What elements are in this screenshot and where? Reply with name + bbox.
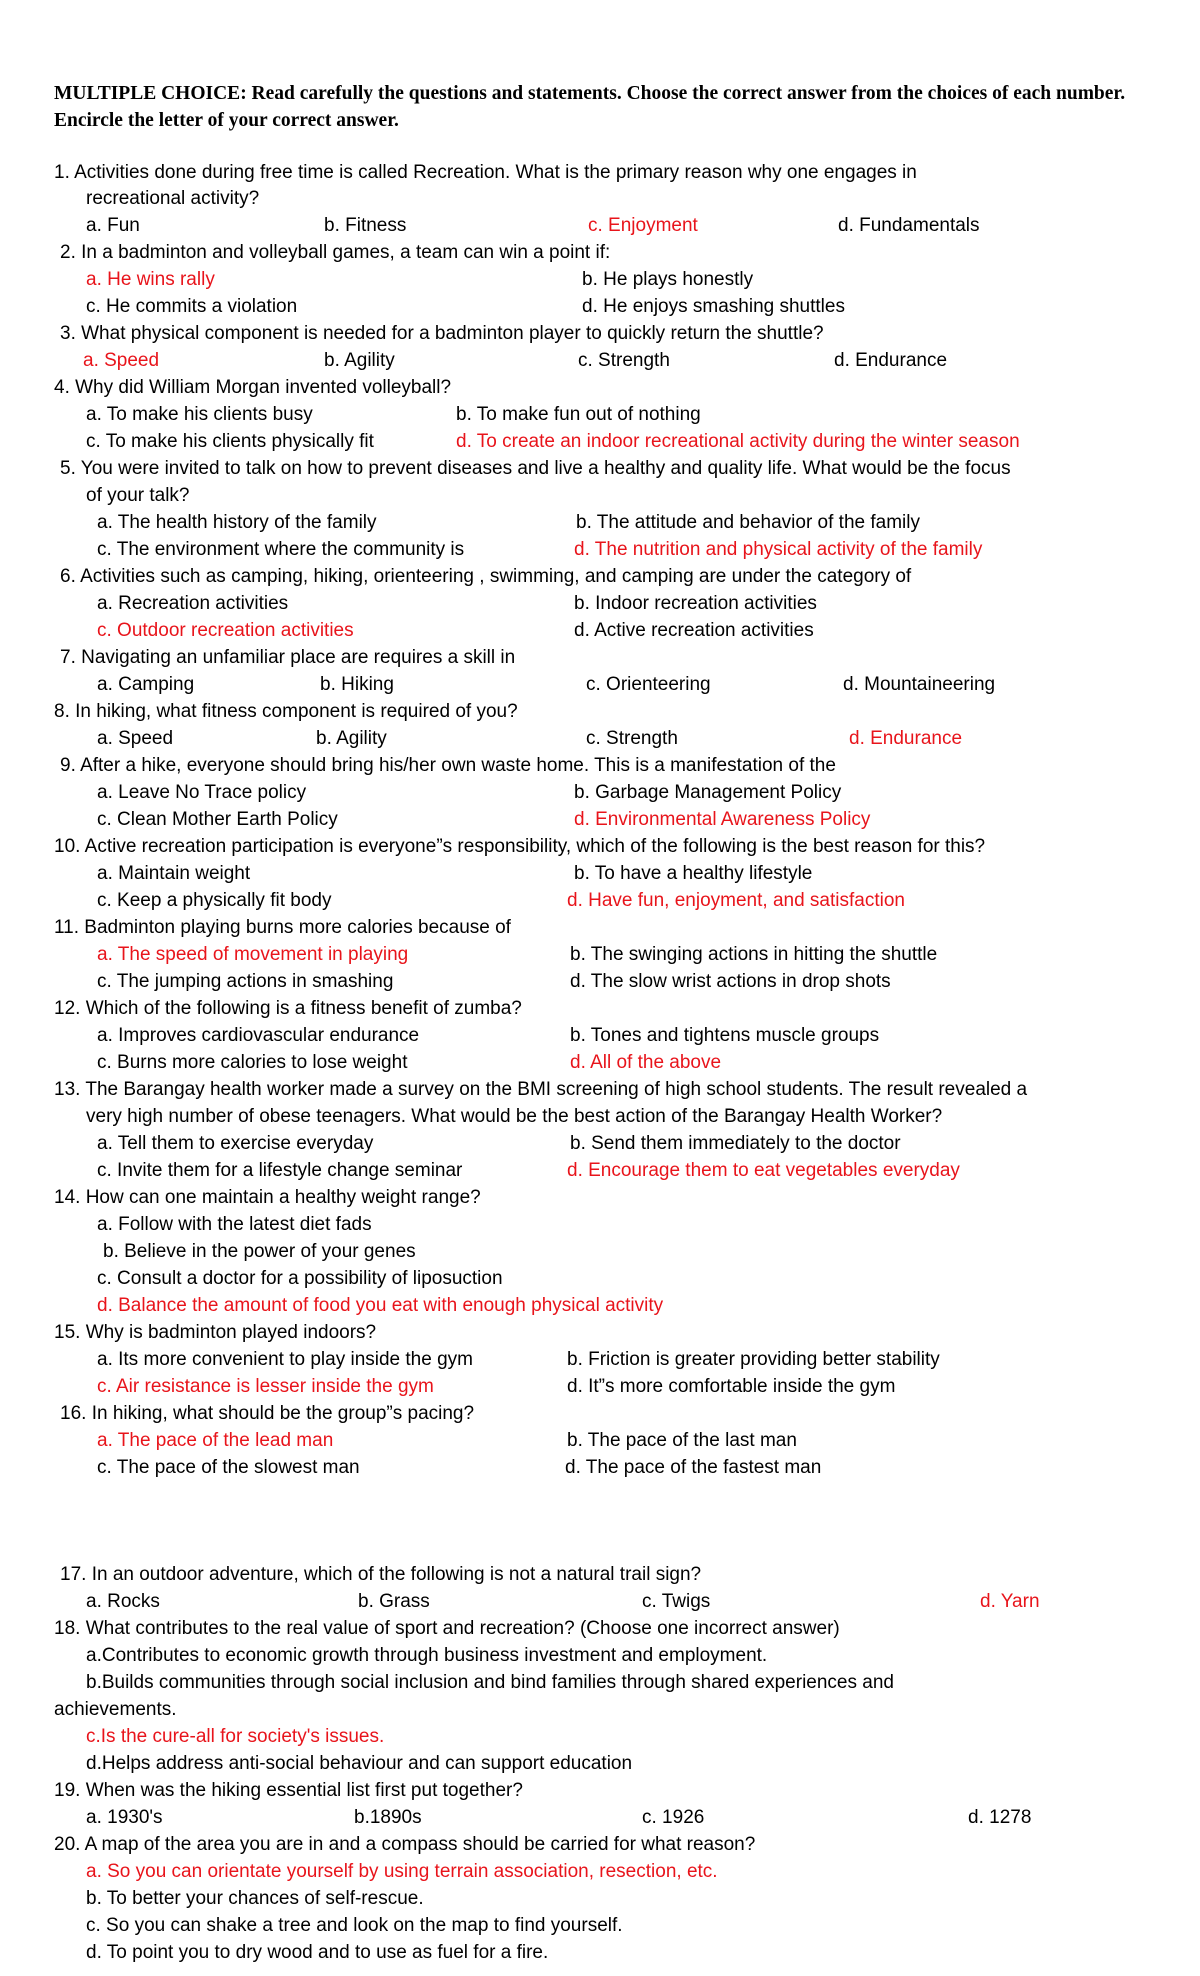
question-text: 7. Navigating an unfamiliar place are requires a skill in	[60, 647, 516, 668]
choice-b[interactable]: b. Friction is greater providing better stability	[567, 1349, 940, 1370]
choice-b[interactable]: b. Indoor recreation activities	[574, 593, 817, 614]
question-text: 12. Which of the following is a fitness benefit of zumba?	[54, 998, 522, 1019]
choice-c[interactable]: c. Invite them for a lifestyle change seminar	[97, 1160, 463, 1181]
choice-d-correct[interactable]: d. All of the above	[570, 1052, 722, 1073]
choice-a[interactable]: a. Improves cardiovascular endurance	[97, 1025, 420, 1046]
choice-c-correct[interactable]: c. Air resistance is lesser inside the gym	[97, 1376, 434, 1397]
choice-a[interactable]: a. Speed	[97, 728, 174, 749]
choice-c[interactable]: c. Clean Mother Earth Policy	[97, 809, 338, 830]
question-text: 3. What physical component is needed for a badminton player to quickly return the shuttle?	[60, 323, 824, 344]
choice-b[interactable]: b.Builds communities through social inclusion and bind families through shared experiences and	[86, 1672, 894, 1693]
choice-d[interactable]: d. Mountaineering	[843, 674, 996, 695]
choice-d-correct[interactable]: d. To create an indoor recreational activity during the winter season	[456, 431, 1020, 452]
question-text: very high number of obese teenagers. What would be the best action of the Barangay Health Worker?	[86, 1106, 943, 1127]
question-text: of your talk?	[86, 485, 190, 506]
choice-b[interactable]: b. Tones and tightens muscle groups	[570, 1025, 880, 1046]
question-text: 6. Activities such as camping, hiking, orienteering , swimming, and camping are under the category of	[60, 566, 912, 587]
choice-b[interactable]: b. He plays honestly	[582, 269, 754, 290]
choice-b[interactable]: b. The attitude and behavior of the family	[576, 512, 920, 533]
choice-d[interactable]: d. Endurance	[834, 350, 948, 371]
choice-d[interactable]: d.Helps address anti-social behaviour and can support education	[86, 1753, 633, 1774]
question-text: 14. How can one maintain a healthy weight range?	[54, 1187, 481, 1208]
choice-a[interactable]: a. Rocks	[86, 1591, 160, 1612]
choice-c[interactable]: c. Consult a doctor for a possibility of liposuction	[97, 1268, 503, 1289]
choice-d-correct[interactable]: d. Endurance	[849, 728, 963, 749]
question-text: recreational activity?	[86, 188, 260, 209]
question-text: 15. Why is badminton played indoors?	[54, 1322, 377, 1343]
question-text: 16. In hiking, what should be the group”s pacing?	[60, 1403, 475, 1424]
choice-d[interactable]: d. Active recreation activities	[574, 620, 814, 641]
choice-b[interactable]: b. To better your chances of self-rescue.	[86, 1888, 424, 1909]
choice-a[interactable]: a. Follow with the latest diet fads	[97, 1214, 372, 1235]
choice-d[interactable]: d. To point you to dry wood and to use as fuel for a fire.	[86, 1942, 549, 1963]
choice-b[interactable]: b. To make fun out of nothing	[456, 404, 701, 425]
question-text: 18. What contributes to the real value of sport and recreation? (Choose one incorrect answer)	[54, 1618, 840, 1639]
choice-c-correct[interactable]: c. Enjoyment	[588, 215, 698, 236]
choice-a-correct[interactable]: a. He wins rally	[86, 269, 215, 290]
choice-a[interactable]: a.Contributes to economic growth through business investment and employment.	[86, 1645, 768, 1666]
choice-c[interactable]: c. Strength	[586, 728, 678, 749]
choice-b[interactable]: b.1890s	[354, 1807, 422, 1828]
choice-b[interactable]: b. Grass	[358, 1591, 430, 1612]
choice-b[interactable]: b. The pace of the last man	[567, 1430, 797, 1451]
choice-c[interactable]: c. Keep a physically fit body	[97, 890, 332, 911]
choice-a[interactable]: a. To make his clients busy	[86, 404, 313, 425]
choice-c[interactable]: c. The environment where the community is	[97, 539, 465, 560]
choice-d[interactable]: d. He enjoys smashing shuttles	[582, 296, 845, 317]
choice-c-correct[interactable]: c.Is the cure-all for society's issues.	[86, 1726, 385, 1747]
choice-d-correct[interactable]: d. Encourage them to eat vegetables everyday	[567, 1160, 960, 1181]
choice-b[interactable]: b. Agility	[324, 350, 395, 371]
question-text: 8. In hiking, what fitness component is required of you?	[54, 701, 518, 722]
choice-c[interactable]: c. The pace of the slowest man	[97, 1457, 360, 1478]
choice-b-continuation: achievements.	[54, 1699, 177, 1720]
choice-a[interactable]: a. Fun	[86, 215, 140, 236]
choice-d[interactable]: d. The slow wrist actions in drop shots	[570, 971, 891, 992]
choice-c[interactable]: c. Strength	[578, 350, 670, 371]
choice-d-correct[interactable]: d. Yarn	[980, 1591, 1040, 1612]
question-text: 2. In a badminton and volleyball games, a team can win a point if:	[60, 242, 611, 263]
choice-c[interactable]: c. Twigs	[642, 1591, 711, 1612]
question-text: 20. A map of the area you are in and a compass should be carried for what reason?	[54, 1834, 756, 1855]
choice-a-correct[interactable]: a. The speed of movement in playing	[97, 944, 409, 965]
choice-a[interactable]: a. Tell them to exercise everyday	[97, 1133, 374, 1154]
question-text: 19. When was the hiking essential list first put together?	[54, 1780, 523, 1801]
question-text: 10. Active recreation participation is everyone”s responsibility, which of the following is the best reason for this?	[54, 836, 986, 857]
choice-b[interactable]: b. Agility	[316, 728, 387, 749]
choice-d[interactable]: d. The pace of the fastest man	[565, 1457, 822, 1478]
choice-a[interactable]: a. The health history of the family	[97, 512, 377, 533]
choice-b[interactable]: b. The swinging actions in hitting the shuttle	[570, 944, 938, 965]
instructions-heading: MULTIPLE CHOICE: Read carefully the questions and statements. Choose the correct answer from the choices of each number. Encircle the letter of your correct answer.	[54, 83, 1126, 131]
choice-b[interactable]: b. Send them immediately to the doctor	[570, 1133, 901, 1154]
choice-d[interactable]: d. 1278	[968, 1807, 1032, 1828]
choice-c[interactable]: c. So you can shake a tree and look on the map to find yourself.	[86, 1915, 623, 1936]
choice-a[interactable]: a. 1930's	[86, 1807, 163, 1828]
choice-c[interactable]: c. The jumping actions in smashing	[97, 971, 394, 992]
choice-c[interactable]: c. 1926	[642, 1807, 705, 1828]
choice-b[interactable]: b. Hiking	[320, 674, 394, 695]
question-text: 1. Activities done during free time is called Recreation. What is the primary reason why one engages in	[54, 162, 917, 183]
question-text: 9. After a hike, everyone should bring his/her own waste home. This is a manifestation of the	[60, 755, 836, 776]
choice-d-correct[interactable]: d. Environmental Awareness Policy	[574, 809, 871, 830]
choice-c[interactable]: c. To make his clients physically fit	[86, 431, 374, 452]
choice-c-correct[interactable]: c. Outdoor recreation activities	[97, 620, 354, 641]
choice-a-correct[interactable]: a. The pace of the lead man	[97, 1430, 334, 1451]
choice-a[interactable]: a. Recreation activities	[97, 593, 289, 614]
choice-d-correct[interactable]: d. Have fun, enjoyment, and satisfaction	[567, 890, 905, 911]
question-text: 17. In an outdoor adventure, which of the following is not a natural trail sign?	[60, 1564, 702, 1585]
choice-c[interactable]: c. He commits a violation	[86, 296, 298, 317]
choice-a-correct[interactable]: a. Speed	[83, 350, 160, 371]
question-text: 13. The Barangay health worker made a survey on the BMI screening of high school students. The result revealed a	[54, 1079, 1028, 1100]
choice-d-correct[interactable]: d. The nutrition and physical activity of the family	[574, 539, 983, 560]
choice-c[interactable]: c. Orienteering	[586, 674, 711, 695]
choice-b[interactable]: b. Fitness	[324, 215, 407, 236]
choice-d[interactable]: d. It”s more comfortable inside the gym	[567, 1376, 896, 1397]
choice-a[interactable]: a. Maintain weight	[97, 863, 251, 884]
choice-b[interactable]: b. To have a healthy lifestyle	[574, 863, 813, 884]
choice-a[interactable]: a. Camping	[97, 674, 195, 695]
question-text: 5. You were invited to talk on how to prevent diseases and live a healthy and quality life. What would be the focus	[60, 458, 1011, 479]
choice-b[interactable]: b. Believe in the power of your genes	[103, 1241, 416, 1262]
question-text: 4. Why did William Morgan invented volleyball?	[54, 377, 452, 398]
choice-d[interactable]: d. Fundamentals	[838, 215, 980, 236]
choice-a[interactable]: a. Its more convenient to play inside the gym	[97, 1349, 473, 1370]
choice-b[interactable]: b. Garbage Management Policy	[574, 782, 842, 803]
choice-a[interactable]: a. Leave No Trace policy	[97, 782, 307, 803]
choice-a-correct[interactable]: a. So you can orientate yourself by using terrain association, resection, etc.	[86, 1861, 718, 1882]
choice-d-correct[interactable]: d. Balance the amount of food you eat with enough physical activity	[97, 1295, 664, 1316]
choice-c[interactable]: c. Burns more calories to lose weight	[97, 1052, 408, 1073]
question-text: 11. Badminton playing burns more calories because of	[54, 917, 511, 938]
